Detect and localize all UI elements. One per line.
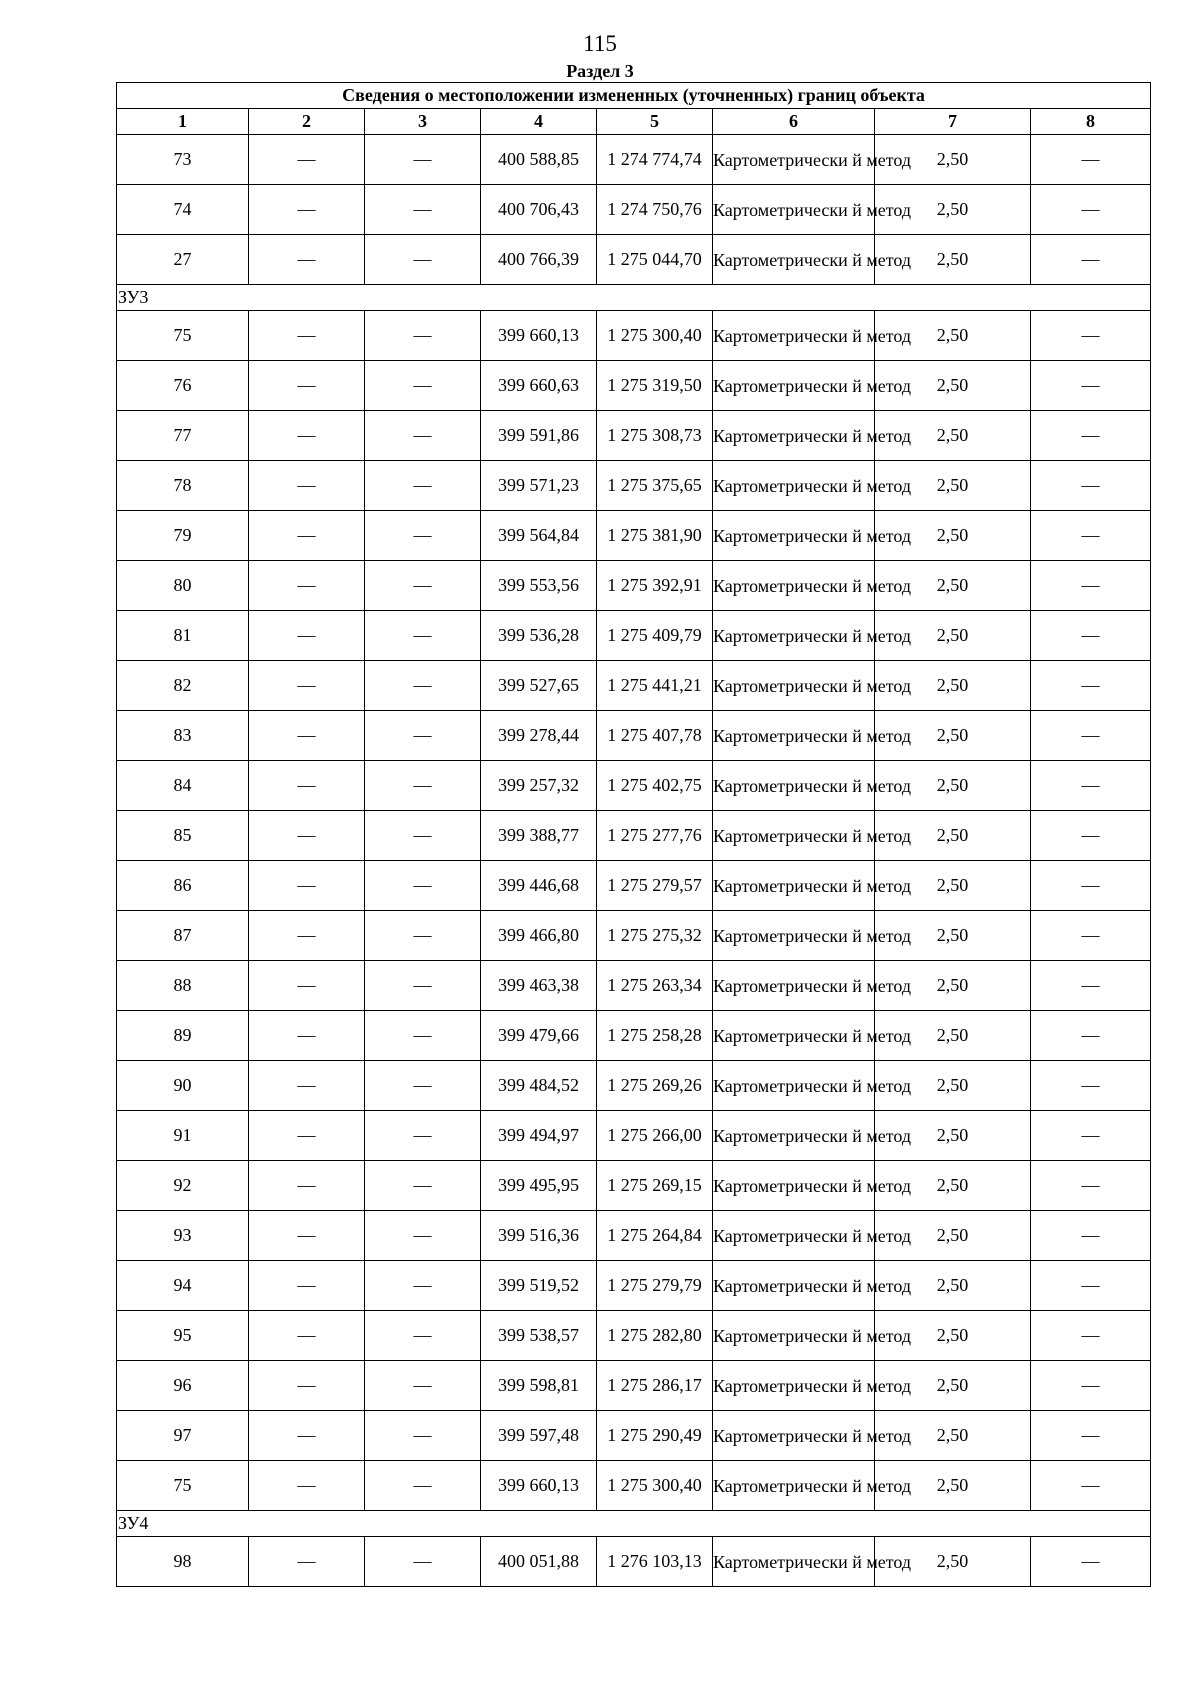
column-header: 6 <box>713 109 875 135</box>
accuracy-cell: 2,50 <box>875 1261 1031 1311</box>
point-number-cell: 80 <box>117 561 249 611</box>
table-row <box>117 961 1151 1011</box>
y-coordinate-cell: 1 275 300,40 <box>597 311 713 361</box>
col3-cell: — <box>365 911 481 961</box>
col3-cell: — <box>365 1161 481 1211</box>
col2-cell: — <box>249 811 365 861</box>
col3-cell: — <box>365 311 481 361</box>
accuracy-cell: 2,50 <box>875 661 1031 711</box>
table-row <box>117 411 1151 461</box>
accuracy-cell: 2,50 <box>875 561 1031 611</box>
x-coordinate-cell: 399 597,48 <box>481 1411 597 1461</box>
col3-cell: — <box>365 661 481 711</box>
col8-cell: — <box>1031 1537 1151 1587</box>
col8-cell: — <box>1031 861 1151 911</box>
accuracy-cell: 2,50 <box>875 1361 1031 1411</box>
x-coordinate-cell: 400 766,39 <box>481 235 597 285</box>
x-coordinate-cell: 399 494,97 <box>481 1111 597 1161</box>
col2-cell: — <box>249 235 365 285</box>
table-caption: Сведения о местоположении измененных (уточненных) границ объекта <box>117 83 1151 109</box>
col3-cell: — <box>365 561 481 611</box>
column-header: 7 <box>875 109 1031 135</box>
x-coordinate-cell: 399 660,13 <box>481 311 597 361</box>
column-header: 3 <box>365 109 481 135</box>
table-row <box>117 561 1151 611</box>
method-cell: Картометрически й метод <box>713 1411 875 1461</box>
col2-cell: — <box>249 461 365 511</box>
y-coordinate-cell: 1 275 279,57 <box>597 861 713 911</box>
col3-cell: — <box>365 861 481 911</box>
y-coordinate-cell: 1 275 441,21 <box>597 661 713 711</box>
accuracy-cell: 2,50 <box>875 185 1031 235</box>
x-coordinate-cell: 399 527,65 <box>481 661 597 711</box>
col3-cell: — <box>365 461 481 511</box>
table-row <box>117 811 1151 861</box>
table-row <box>117 185 1151 235</box>
col3-cell: — <box>365 1361 481 1411</box>
method-cell: Картометрически й метод <box>713 1061 875 1111</box>
col2-cell: — <box>249 711 365 761</box>
accuracy-cell: 2,50 <box>875 1311 1031 1361</box>
method-cell: Картометрически й метод <box>713 511 875 561</box>
method-cell: Картометрически й метод <box>713 311 875 361</box>
accuracy-cell: 2,50 <box>875 1411 1031 1461</box>
col3-cell: — <box>365 135 481 185</box>
method-cell: Картометрически й метод <box>713 185 875 235</box>
table-row <box>117 1211 1151 1261</box>
col2-cell: — <box>249 911 365 961</box>
y-coordinate-cell: 1 275 409,79 <box>597 611 713 661</box>
table-row <box>117 1361 1151 1411</box>
table-row <box>117 1061 1151 1111</box>
method-cell: Картометрически й метод <box>713 911 875 961</box>
x-coordinate-cell: 399 466,80 <box>481 911 597 961</box>
table-row <box>117 761 1151 811</box>
y-coordinate-cell: 1 276 103,13 <box>597 1537 713 1587</box>
method-cell: Картометрически й метод <box>713 611 875 661</box>
point-number-cell: 73 <box>117 135 249 185</box>
table-row <box>117 1311 1151 1361</box>
point-number-cell: 94 <box>117 1261 249 1311</box>
col3-cell: — <box>365 511 481 561</box>
method-cell: Картометрически й метод <box>713 1111 875 1161</box>
y-coordinate-cell: 1 275 286,17 <box>597 1361 713 1411</box>
col8-cell: — <box>1031 135 1151 185</box>
y-coordinate-cell: 1 275 308,73 <box>597 411 713 461</box>
col3-cell: — <box>365 1537 481 1587</box>
y-coordinate-cell: 1 275 269,15 <box>597 1161 713 1211</box>
table-row <box>117 661 1151 711</box>
point-number-cell: 82 <box>117 661 249 711</box>
col3-cell: — <box>365 711 481 761</box>
accuracy-cell: 2,50 <box>875 411 1031 461</box>
col8-cell: — <box>1031 411 1151 461</box>
col3-cell: — <box>365 1311 481 1361</box>
col8-cell: — <box>1031 185 1151 235</box>
group-row <box>117 285 1151 311</box>
col2-cell: — <box>249 1061 365 1111</box>
y-coordinate-cell: 1 275 402,75 <box>597 761 713 811</box>
col2-cell: — <box>249 861 365 911</box>
x-coordinate-cell: 399 495,95 <box>481 1161 597 1211</box>
y-coordinate-cell: 1 275 264,84 <box>597 1211 713 1261</box>
y-coordinate-cell: 1 275 392,91 <box>597 561 713 611</box>
x-coordinate-cell: 399 484,52 <box>481 1061 597 1111</box>
y-coordinate-cell: 1 275 290,49 <box>597 1411 713 1461</box>
y-coordinate-cell: 1 275 044,70 <box>597 235 713 285</box>
method-cell: Картометрически й метод <box>713 561 875 611</box>
x-coordinate-cell: 399 571,23 <box>481 461 597 511</box>
column-header-row <box>117 109 1151 135</box>
coordinates-table <box>116 82 1151 1587</box>
col8-cell: — <box>1031 1411 1151 1461</box>
column-header: 2 <box>249 109 365 135</box>
method-cell: Картометрически й метод <box>713 1261 875 1311</box>
col3-cell: — <box>365 1111 481 1161</box>
accuracy-cell: 2,50 <box>875 361 1031 411</box>
column-header: 5 <box>597 109 713 135</box>
x-coordinate-cell: 399 388,77 <box>481 811 597 861</box>
method-cell: Картометрически й метод <box>713 811 875 861</box>
accuracy-cell: 2,50 <box>875 1011 1031 1061</box>
x-coordinate-cell: 399 538,57 <box>481 1311 597 1361</box>
col8-cell: — <box>1031 235 1151 285</box>
col8-cell: — <box>1031 1061 1151 1111</box>
table-row <box>117 861 1151 911</box>
y-coordinate-cell: 1 274 774,74 <box>597 135 713 185</box>
method-cell: Картометрически й метод <box>713 235 875 285</box>
y-coordinate-cell: 1 275 407,78 <box>597 711 713 761</box>
col2-cell: — <box>249 961 365 1011</box>
y-coordinate-cell: 1 275 279,79 <box>597 1261 713 1311</box>
x-coordinate-cell: 399 660,63 <box>481 361 597 411</box>
col2-cell: — <box>249 1361 365 1411</box>
method-cell: Картометрически й метод <box>713 711 875 761</box>
col2-cell: — <box>249 1011 365 1061</box>
col3-cell: — <box>365 1461 481 1511</box>
point-number-cell: 86 <box>117 861 249 911</box>
accuracy-cell: 2,50 <box>875 961 1031 1011</box>
x-coordinate-cell: 399 463,38 <box>481 961 597 1011</box>
table-row <box>117 1261 1151 1311</box>
y-coordinate-cell: 1 275 319,50 <box>597 361 713 411</box>
point-number-cell: 93 <box>117 1211 249 1261</box>
col8-cell: — <box>1031 761 1151 811</box>
point-number-cell: 89 <box>117 1011 249 1061</box>
table-row <box>117 1011 1151 1061</box>
col3-cell: — <box>365 185 481 235</box>
col2-cell: — <box>249 411 365 461</box>
col8-cell: — <box>1031 811 1151 861</box>
col8-cell: — <box>1031 1311 1151 1361</box>
accuracy-cell: 2,50 <box>875 1211 1031 1261</box>
method-cell: Картометрически й метод <box>713 135 875 185</box>
col2-cell: — <box>249 661 365 711</box>
point-number-cell: 96 <box>117 1361 249 1411</box>
section-title: Раздел 3 <box>566 61 634 81</box>
method-cell: Картометрически й метод <box>713 361 875 411</box>
point-number-cell: 88 <box>117 961 249 1011</box>
y-coordinate-cell: 1 275 282,80 <box>597 1311 713 1361</box>
col2-cell: — <box>249 511 365 561</box>
col8-cell: — <box>1031 1211 1151 1261</box>
point-number-cell: 90 <box>117 1061 249 1111</box>
accuracy-cell: 2,50 <box>875 311 1031 361</box>
table-row <box>117 135 1151 185</box>
col8-cell: — <box>1031 511 1151 561</box>
column-header: 1 <box>117 109 249 135</box>
point-number-cell: 98 <box>117 1537 249 1587</box>
col2-cell: — <box>249 1537 365 1587</box>
table-row <box>117 711 1151 761</box>
col8-cell: — <box>1031 661 1151 711</box>
table-body <box>117 83 1151 1587</box>
col2-cell: — <box>249 1161 365 1211</box>
y-coordinate-cell: 1 274 750,76 <box>597 185 713 235</box>
col3-cell: — <box>365 761 481 811</box>
method-cell: Картометрически й метод <box>713 961 875 1011</box>
point-number-cell: 75 <box>117 1461 249 1511</box>
method-cell: Картометрически й метод <box>713 1211 875 1261</box>
point-number-cell: 79 <box>117 511 249 561</box>
table-row <box>117 511 1151 561</box>
col3-cell: — <box>365 235 481 285</box>
accuracy-cell: 2,50 <box>875 135 1031 185</box>
method-cell: Картометрически й метод <box>713 1537 875 1587</box>
method-cell: Картометрически й метод <box>713 1161 875 1211</box>
col8-cell: — <box>1031 311 1151 361</box>
y-coordinate-cell: 1 275 263,34 <box>597 961 713 1011</box>
x-coordinate-cell: 400 051,88 <box>481 1537 597 1587</box>
col8-cell: — <box>1031 461 1151 511</box>
col8-cell: — <box>1031 1161 1151 1211</box>
x-coordinate-cell: 399 536,28 <box>481 611 597 661</box>
x-coordinate-cell: 399 516,36 <box>481 1211 597 1261</box>
group-label: ЗУ3 <box>117 285 1151 311</box>
point-number-cell: 83 <box>117 711 249 761</box>
point-number-cell: 76 <box>117 361 249 411</box>
table-caption-row <box>117 83 1151 109</box>
accuracy-cell: 2,50 <box>875 711 1031 761</box>
col3-cell: — <box>365 611 481 661</box>
col8-cell: — <box>1031 361 1151 411</box>
x-coordinate-cell: 399 591,86 <box>481 411 597 461</box>
col8-cell: — <box>1031 711 1151 761</box>
method-cell: Картометрически й метод <box>713 1311 875 1361</box>
y-coordinate-cell: 1 275 269,26 <box>597 1061 713 1111</box>
y-coordinate-cell: 1 275 381,90 <box>597 511 713 561</box>
accuracy-cell: 2,50 <box>875 761 1031 811</box>
col8-cell: — <box>1031 961 1151 1011</box>
col3-cell: — <box>365 1261 481 1311</box>
col2-cell: — <box>249 1411 365 1461</box>
accuracy-cell: 2,50 <box>875 1461 1031 1511</box>
col2-cell: — <box>249 1111 365 1161</box>
method-cell: Картометрически й метод <box>713 461 875 511</box>
col3-cell: — <box>365 1211 481 1261</box>
x-coordinate-cell: 399 598,81 <box>481 1361 597 1411</box>
point-number-cell: 77 <box>117 411 249 461</box>
table-row <box>117 1411 1151 1461</box>
col8-cell: — <box>1031 1461 1151 1511</box>
col2-cell: — <box>249 611 365 661</box>
col2-cell: — <box>249 1261 365 1311</box>
col2-cell: — <box>249 361 365 411</box>
table-row <box>117 1161 1151 1211</box>
table-row <box>117 611 1151 661</box>
y-coordinate-cell: 1 275 277,76 <box>597 811 713 861</box>
point-number-cell: 78 <box>117 461 249 511</box>
accuracy-cell: 2,50 <box>875 461 1031 511</box>
col2-cell: — <box>249 1211 365 1261</box>
table-row <box>117 1111 1151 1161</box>
method-cell: Картометрически й метод <box>713 1361 875 1411</box>
accuracy-cell: 2,50 <box>875 1537 1031 1587</box>
x-coordinate-cell: 399 479,66 <box>481 1011 597 1061</box>
method-cell: Картометрически й метод <box>713 1461 875 1511</box>
col3-cell: — <box>365 411 481 461</box>
col3-cell: — <box>365 361 481 411</box>
accuracy-cell: 2,50 <box>875 1111 1031 1161</box>
accuracy-cell: 2,50 <box>875 1161 1031 1211</box>
y-coordinate-cell: 1 275 266,00 <box>597 1111 713 1161</box>
col8-cell: — <box>1031 1111 1151 1161</box>
point-number-cell: 87 <box>117 911 249 961</box>
method-cell: Картометрически й метод <box>713 1011 875 1061</box>
col3-cell: — <box>365 1411 481 1461</box>
table-row <box>117 1461 1151 1511</box>
x-coordinate-cell: 399 553,56 <box>481 561 597 611</box>
x-coordinate-cell: 399 257,32 <box>481 761 597 811</box>
col8-cell: — <box>1031 1261 1151 1311</box>
y-coordinate-cell: 1 275 275,32 <box>597 911 713 961</box>
col8-cell: — <box>1031 1361 1151 1411</box>
method-cell: Картометрически й метод <box>713 761 875 811</box>
point-number-cell: 74 <box>117 185 249 235</box>
col2-cell: — <box>249 761 365 811</box>
col3-cell: — <box>365 1011 481 1061</box>
accuracy-cell: 2,50 <box>875 511 1031 561</box>
table-row <box>117 311 1151 361</box>
accuracy-cell: 2,50 <box>875 235 1031 285</box>
col3-cell: — <box>365 1061 481 1111</box>
accuracy-cell: 2,50 <box>875 861 1031 911</box>
col8-cell: — <box>1031 911 1151 961</box>
col8-cell: — <box>1031 561 1151 611</box>
point-number-cell: 85 <box>117 811 249 861</box>
point-number-cell: 95 <box>117 1311 249 1361</box>
page-number: 115 <box>583 31 617 56</box>
col8-cell: — <box>1031 1011 1151 1061</box>
accuracy-cell: 2,50 <box>875 611 1031 661</box>
y-coordinate-cell: 1 275 375,65 <box>597 461 713 511</box>
col2-cell: — <box>249 135 365 185</box>
x-coordinate-cell: 399 278,44 <box>481 711 597 761</box>
column-header: 4 <box>481 109 597 135</box>
x-coordinate-cell: 400 706,43 <box>481 185 597 235</box>
point-number-cell: 81 <box>117 611 249 661</box>
col2-cell: — <box>249 561 365 611</box>
point-number-cell: 27 <box>117 235 249 285</box>
x-coordinate-cell: 400 588,85 <box>481 135 597 185</box>
col2-cell: — <box>249 311 365 361</box>
x-coordinate-cell: 399 519,52 <box>481 1261 597 1311</box>
point-number-cell: 91 <box>117 1111 249 1161</box>
col3-cell: — <box>365 961 481 1011</box>
col2-cell: — <box>249 1311 365 1361</box>
x-coordinate-cell: 399 660,13 <box>481 1461 597 1511</box>
accuracy-cell: 2,50 <box>875 811 1031 861</box>
group-label: ЗУ4 <box>117 1511 1151 1537</box>
point-number-cell: 84 <box>117 761 249 811</box>
y-coordinate-cell: 1 275 300,40 <box>597 1461 713 1511</box>
x-coordinate-cell: 399 564,84 <box>481 511 597 561</box>
accuracy-cell: 2,50 <box>875 911 1031 961</box>
y-coordinate-cell: 1 275 258,28 <box>597 1011 713 1061</box>
table-row <box>117 911 1151 961</box>
x-coordinate-cell: 399 446,68 <box>481 861 597 911</box>
method-cell: Картометрически й метод <box>713 411 875 461</box>
col2-cell: — <box>249 185 365 235</box>
col2-cell: — <box>249 1461 365 1511</box>
accuracy-cell: 2,50 <box>875 1061 1031 1111</box>
point-number-cell: 97 <box>117 1411 249 1461</box>
table-row <box>117 1537 1151 1587</box>
point-number-cell: 75 <box>117 311 249 361</box>
method-cell: Картометрически й метод <box>713 861 875 911</box>
table-row <box>117 235 1151 285</box>
col8-cell: — <box>1031 611 1151 661</box>
column-header: 8 <box>1031 109 1151 135</box>
col3-cell: — <box>365 811 481 861</box>
method-cell: Картометрически й метод <box>713 661 875 711</box>
table-row <box>117 461 1151 511</box>
point-number-cell: 92 <box>117 1161 249 1211</box>
group-row <box>117 1511 1151 1537</box>
table-row <box>117 361 1151 411</box>
